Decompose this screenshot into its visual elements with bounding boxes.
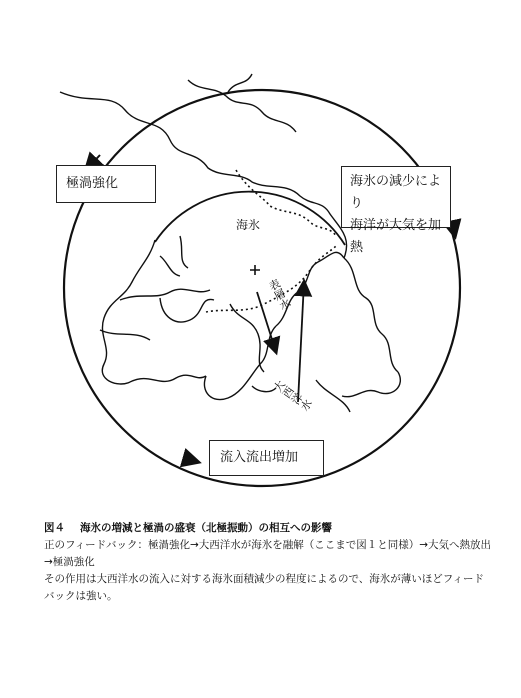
caption-line-1: 正のフィードバック：極渦強化→大西洋水が海氷を融解（ここまで図１と同様）→大気へ熱放出 (44, 539, 492, 551)
atlantic-water-arrow (298, 282, 304, 402)
arrow-to-box-bottom (184, 458, 198, 462)
caption-line-3: その作用は大西洋水の流入に対する海氷面積減少の程度によるので、海氷が薄いほどフィード (44, 573, 484, 585)
box-right-line2: 海洋が大気を加熱 (350, 218, 442, 255)
box-bottom-text: 流入流出増加 (220, 450, 299, 465)
north-pole-marker (250, 265, 260, 275)
figure-number: 図４ (44, 522, 65, 534)
figure-caption (44, 520, 504, 605)
box-right-line1: 海氷の減少により (350, 174, 442, 211)
caption-title (44, 520, 504, 537)
box-left-text: 極渦強化 (66, 176, 119, 191)
caption-line-4: バックは強い。 (44, 590, 118, 602)
ocean-heats-atmosphere-box (341, 166, 451, 255)
polar-vortex-strengthening-box (56, 165, 156, 203)
sea-ice-label: 海氷 (236, 218, 261, 232)
inflow-outflow-increase-box (209, 440, 324, 476)
atlantic-water-label: 大西洋水 (270, 377, 314, 414)
outer-circulation-circle (64, 90, 460, 486)
surface-water-label: 表層水 (265, 276, 293, 313)
caption-line-2: →極渦強化 (44, 556, 95, 568)
caption-title-text: 海氷の増減と極渦の盛衰（北極振動）の相互への影響 (80, 522, 332, 534)
